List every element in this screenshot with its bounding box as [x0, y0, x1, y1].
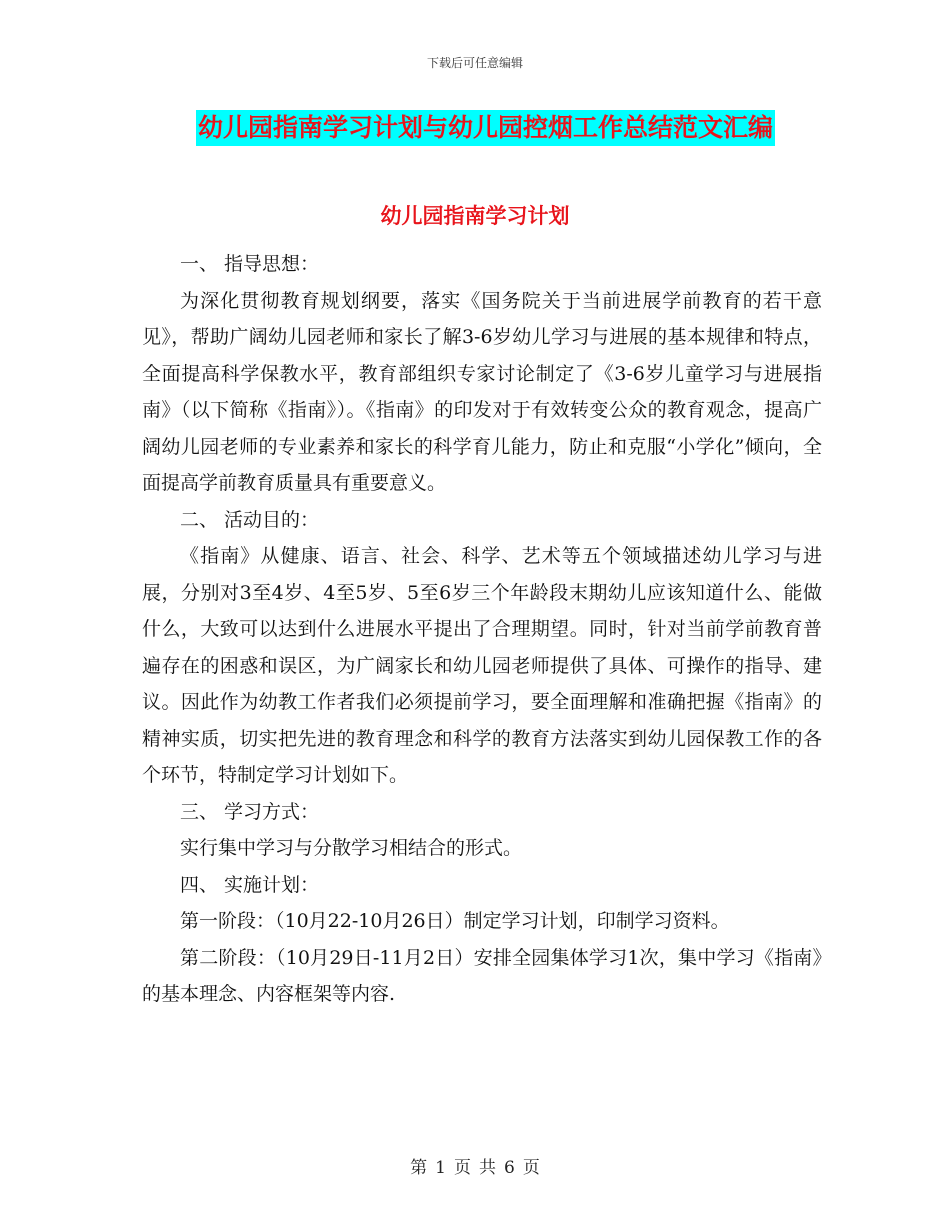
heading-study-method: 三、 学习方式：	[180, 800, 320, 823]
paragraph-study-method: 实行集中学习与分散学习相结合的形式。	[180, 837, 523, 859]
footer-total-unit: 页	[522, 1158, 540, 1178]
footer-total-pages: 6	[504, 1158, 515, 1178]
document-body	[142, 246, 822, 1013]
paragraph-stage-one: 第一阶段：（10月22-10月26日）制定学习计划，印制学习资料。	[180, 910, 730, 932]
heading-activity-purpose: 二、 活动目的：	[180, 508, 320, 531]
heading-implementation-plan: 四、 实施计划：	[180, 873, 320, 896]
footer-total-label: 共	[479, 1158, 496, 1178]
section-title: 幼儿园指南学习计划	[380, 204, 570, 228]
heading-guiding-thought: 一、 指导思想：	[180, 253, 320, 275]
paragraph-guiding-thought: 为深化贯彻教育规划纲要，落实《国务院关于当前进展学前教育的若干意见》，帮助广阔幼儿园老师和家长了解3-6岁幼儿学习与进展的基本规律和特点，全面提高科学保教水平，教育部组织专家讨论制定了《3-6岁儿童学习与进展指南》（以下简称《指南》）。《指南》的印发对于有效转变公众的教育观念，提高广阔幼儿园老师的专业素养和家长的科学育儿能力，防止和克服“小学化”倾向，全面提高学前教育质量具有重要意义。	[142, 289, 822, 494]
page-footer	[0, 1153, 950, 1178]
document-title: 幼儿园指南学习计划与幼儿园控烟工作总结范文汇编	[196, 110, 775, 146]
paragraph-activity-purpose: 《指南》从健康、语言、社会、科学、艺术等五个领域描述幼儿学习与进展，分别对3至4岁、4至5岁、5至6岁三个年龄段末期幼儿应该知道什么、能做什么，大致可以达到什么进展水平提出了合理期望。同时，针对当前学前教育普遍存在的困惑和误区，为广阔家长和幼儿园老师提供了具体、可操作的指导、建议。因此作为幼教工作者我们必须提前学习，要全面理解和准确把握《指南》的精神实质，切实把先进的教育理念和科学的教育方法落实到幼儿园保教工作的各个环节，特制定学习计划如下。	[142, 545, 822, 786]
footer-page-label: 第	[410, 1158, 428, 1178]
paragraph-stage-two: 第二阶段：（10月29日-11月2日）安排全园集体学习1次，集中学习《指南》的基本理念、内容框架等内容.	[142, 946, 822, 1005]
header-note: 下载后可任意编辑	[426, 56, 523, 70]
footer-page-unit: 页	[454, 1158, 471, 1178]
footer-page-number: 1	[435, 1158, 446, 1178]
